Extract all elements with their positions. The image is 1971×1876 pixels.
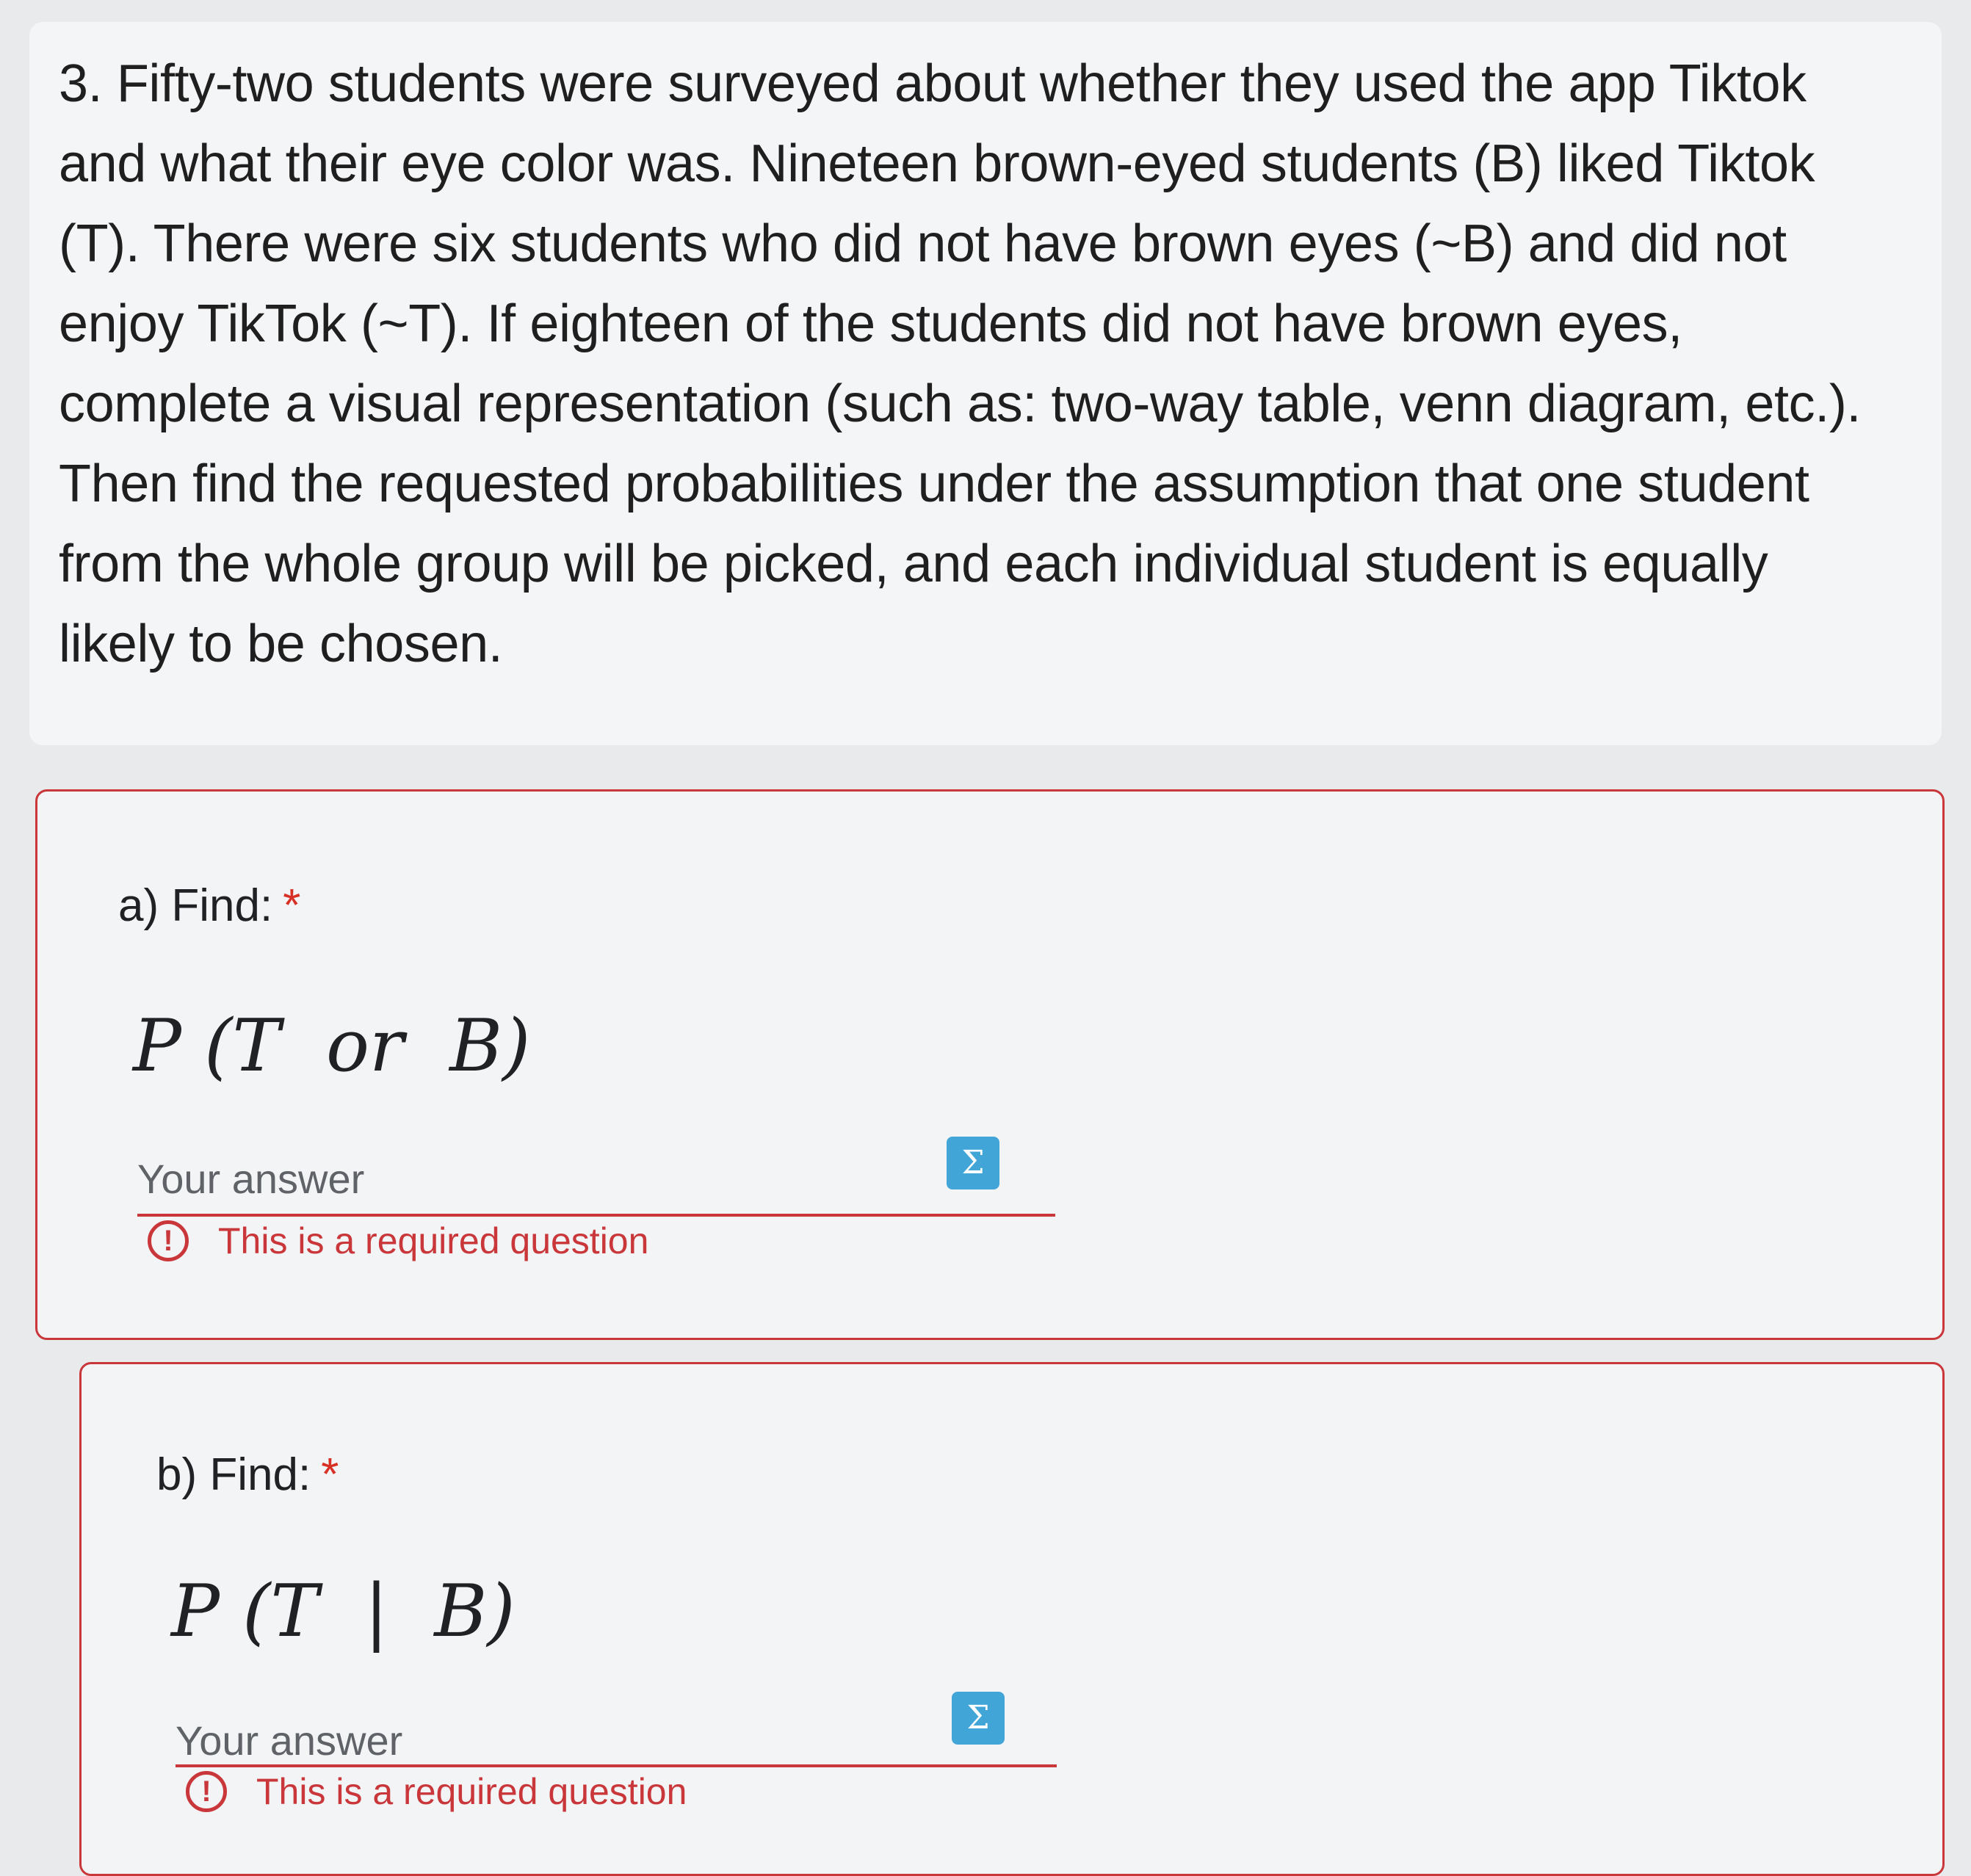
part-a-formula: P (T or B)	[133, 1004, 531, 1088]
part-a-answer-underline	[137, 1214, 1055, 1217]
question-line: complete a visual representation (such as: two-way table, venn diagram, etc.).	[59, 374, 1861, 433]
part-b-error-text: This is a required question	[256, 1771, 687, 1812]
equation-sigma-icon[interactable]: Σ	[947, 1137, 999, 1189]
part-b-formula: P (T | B)	[171, 1570, 516, 1654]
part-a-error	[148, 1220, 648, 1262]
part-b-label-text: b) Find:	[156, 1449, 311, 1500]
question-text	[59, 44, 1912, 684]
question-line: from the whole group will be picked, and each individual student is equally	[59, 535, 1768, 593]
question-line: and what their eye color was. Nineteen brown-eyed students (B) liked Tiktok	[59, 134, 1815, 193]
question-card	[29, 22, 1942, 745]
question-line: (T). There were six students who did not have brown eyes (~B) and did not	[59, 214, 1787, 273]
part-b-error	[186, 1770, 687, 1813]
question-part-b	[79, 1362, 1945, 1876]
part-a-error-text: This is a required question	[218, 1220, 649, 1261]
question-line: Then find the requested probabilities under the assumption that one student	[59, 454, 1809, 513]
part-a-answer-input[interactable]: Your answer	[137, 1156, 365, 1202]
part-b-answer-input[interactable]: Your answer	[176, 1717, 403, 1764]
error-circle-icon: !	[186, 1771, 227, 1812]
required-asterisk: *	[283, 880, 301, 931]
question-line: enjoy TikTok (~T). If eighteen of the students did not have brown eyes,	[59, 294, 1682, 353]
part-b-answer-underline	[176, 1764, 1057, 1767]
error-circle-icon: !	[148, 1220, 189, 1261]
question-line: likely to be chosen.	[59, 615, 503, 673]
question-part-a	[35, 789, 1945, 1340]
part-a-label	[118, 880, 300, 932]
equation-sigma-icon[interactable]: Σ	[952, 1692, 1005, 1745]
required-asterisk: *	[321, 1449, 339, 1500]
part-b-label	[156, 1449, 339, 1501]
part-a-label-text: a) Find:	[118, 880, 273, 931]
question-line: 3. Fifty-two students were surveyed about whether they used the app Tiktok	[59, 54, 1807, 113]
